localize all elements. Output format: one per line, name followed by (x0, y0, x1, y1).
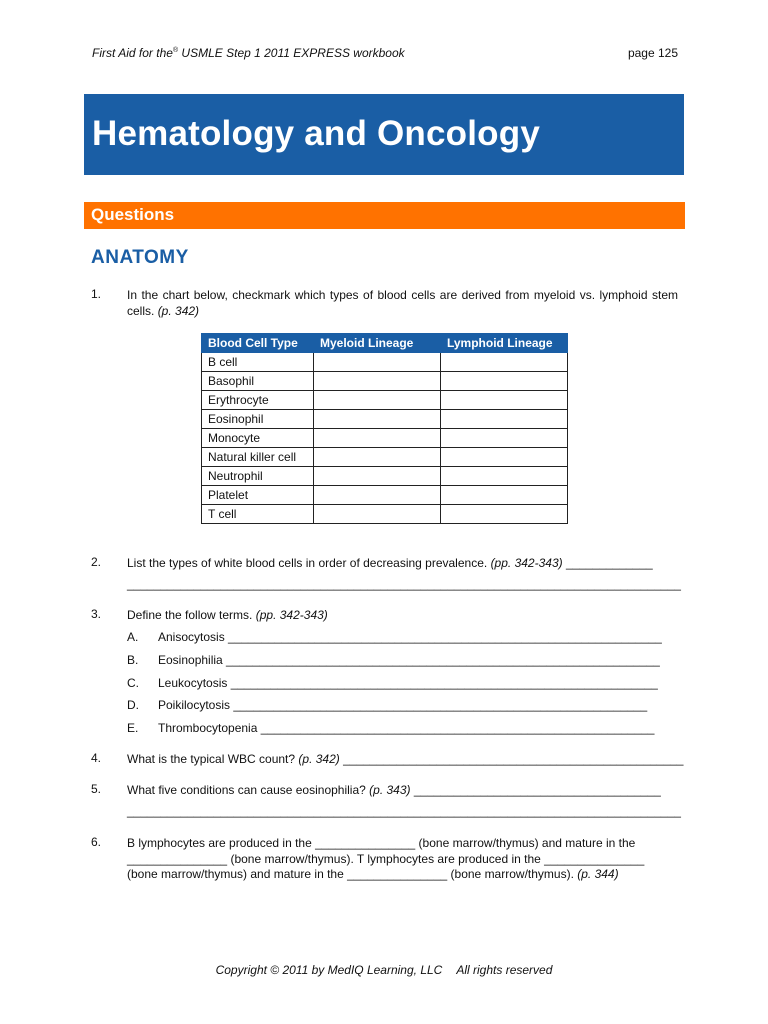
question-1-body: In the chart below, checkmark which types of blood cells are derived from myeloid vs. lymphoid stem cells. (127, 288, 678, 318)
question-4-text (127, 751, 683, 767)
question-6-line-3 (127, 866, 619, 882)
myeloid-checkbox-cell[interactable] (314, 486, 441, 505)
cell-type: Eosinophil (202, 410, 314, 429)
lymphoid-checkbox-cell[interactable] (441, 391, 568, 410)
term-letter: B. (127, 653, 139, 667)
question-6-line-1: B lymphocytes are produced in the _______________ (bone marrow/thymus) and mature in the (127, 836, 636, 850)
cell-type: Basophil (202, 372, 314, 391)
answer-blank[interactable]: ___________________________________________________________ (257, 721, 655, 735)
term-letter: A. (127, 630, 139, 644)
term-label: Poikilocytosis (158, 698, 231, 712)
lymphoid-checkbox-cell[interactable] (441, 372, 568, 391)
answer-blank[interactable]: _________________________________________________________________ (224, 630, 662, 644)
question-number-2: 2. (91, 555, 102, 569)
rights-text: All rights reserved (456, 963, 553, 977)
cell-type: Erythrocyte (202, 391, 314, 410)
question-6-line-2: _______________ (bone marrow/thymus). T lymphocytes are produced in the _______________ (127, 852, 645, 866)
col-header-cell-type: Blood Cell Type (202, 334, 314, 353)
col-header-lymphoid: Lymphoid Lineage (441, 334, 568, 353)
cell-type: B cell (202, 353, 314, 372)
question-number-4: 4. (91, 751, 102, 765)
table-row (202, 410, 568, 429)
cell-type: Monocyte (202, 429, 314, 448)
myeloid-checkbox-cell[interactable] (314, 467, 441, 486)
cell-type: Platelet (202, 486, 314, 505)
question-number-6: 6. (91, 835, 102, 849)
table-row (202, 372, 568, 391)
section-band (84, 202, 685, 229)
answer-blank[interactable]: ______________________________________________________________ (230, 698, 648, 712)
question-2-body: List the types of white blood cells in order of decreasing prevalence. (127, 556, 488, 570)
lymphoid-checkbox-cell[interactable] (441, 353, 568, 372)
section-title: Questions (91, 205, 175, 224)
term-label: Eosinophilia (158, 653, 223, 667)
term-label: Leukocytosis (158, 676, 228, 690)
cell-type: T cell (202, 505, 314, 524)
answer-blank[interactable]: ________________________________________________________________ (227, 676, 658, 690)
book-title-text-2: USMLE Step 1 2011 EXPRESS workbook (178, 46, 405, 60)
answer-line[interactable]: ___________________________________________________________________________________ (127, 804, 681, 818)
cell-type: Neutrophil (202, 467, 314, 486)
myeloid-checkbox-cell[interactable] (314, 391, 441, 410)
myeloid-checkbox-cell[interactable] (314, 372, 441, 391)
myeloid-checkbox-cell[interactable] (314, 448, 441, 467)
question-5-text (127, 782, 661, 798)
myeloid-checkbox-cell[interactable] (314, 505, 441, 524)
question-number-1: 1. (91, 287, 102, 301)
blood-cell-table (201, 333, 568, 524)
question-6-body: (bone marrow/thymus) and mature in the _______________ (bone marrow/thymus). (127, 867, 574, 881)
term-letter: E. (127, 721, 139, 735)
footer (0, 963, 768, 977)
term-item (158, 676, 658, 690)
question-5-body: What five conditions can cause eosinophilia? (127, 783, 366, 797)
answer-blank[interactable]: _____________ (562, 556, 653, 570)
question-1-text (127, 287, 678, 319)
answer-blank[interactable]: ___________________________________________________ (339, 752, 684, 766)
question-2-ref: (pp. 342-343) (490, 556, 563, 570)
term-item (158, 630, 662, 644)
lymphoid-checkbox-cell[interactable] (441, 486, 568, 505)
question-3-ref: (pp. 342-343) (255, 608, 328, 622)
chapter-title: Hematology and Oncology (92, 114, 540, 153)
lymphoid-checkbox-cell[interactable] (441, 410, 568, 429)
question-2-text (127, 555, 653, 571)
question-number-3: 3. (91, 607, 102, 621)
term-letter: C. (127, 676, 139, 690)
book-title (92, 46, 405, 60)
answer-blank[interactable]: _____________________________________ (410, 783, 661, 797)
lymphoid-checkbox-cell[interactable] (441, 505, 568, 524)
question-number-5: 5. (91, 782, 102, 796)
question-6-ref: (p. 344) (577, 867, 619, 881)
question-3-body: Define the follow terms. (127, 608, 253, 622)
registered-mark: ® (172, 47, 179, 54)
lymphoid-checkbox-cell[interactable] (441, 467, 568, 486)
book-title-text: First Aid for the (92, 46, 173, 60)
table-row (202, 505, 568, 524)
answer-line[interactable]: ___________________________________________________________________________________ (127, 577, 681, 591)
lymphoid-checkbox-cell[interactable] (441, 429, 568, 448)
page-number: page 125 (627, 46, 678, 60)
myeloid-checkbox-cell[interactable] (314, 410, 441, 429)
table-header-row (202, 334, 568, 353)
term-letter: D. (127, 698, 139, 712)
table-row (202, 467, 568, 486)
copyright-text: Copyright © 2011 by MedIQ Learning, LLC (215, 963, 443, 977)
table-row (202, 429, 568, 448)
col-header-myeloid: Myeloid Lineage (314, 334, 441, 353)
question-5-ref: (p. 343) (369, 783, 411, 797)
table-row (202, 391, 568, 410)
table-row (202, 486, 568, 505)
term-label: Thrombocytopenia (158, 721, 258, 735)
table-row (202, 448, 568, 467)
lymphoid-checkbox-cell[interactable] (441, 448, 568, 467)
chapter-title-band (84, 94, 684, 175)
subsection-title: ANATOMY (91, 247, 189, 268)
question-1-ref: (p. 342) (157, 304, 200, 318)
answer-blank[interactable]: _________________________________________________________________ (222, 653, 660, 667)
term-item (158, 653, 660, 667)
myeloid-checkbox-cell[interactable] (314, 429, 441, 448)
term-item (158, 721, 654, 735)
question-4-body: What is the typical WBC count? (127, 752, 296, 766)
term-item (158, 698, 647, 712)
myeloid-checkbox-cell[interactable] (314, 353, 441, 372)
table-row (202, 353, 568, 372)
question-4-ref: (p. 342) (298, 752, 340, 766)
term-label: Anisocytosis (158, 630, 225, 644)
cell-type: Natural killer cell (202, 448, 314, 467)
question-3-text (127, 607, 328, 623)
